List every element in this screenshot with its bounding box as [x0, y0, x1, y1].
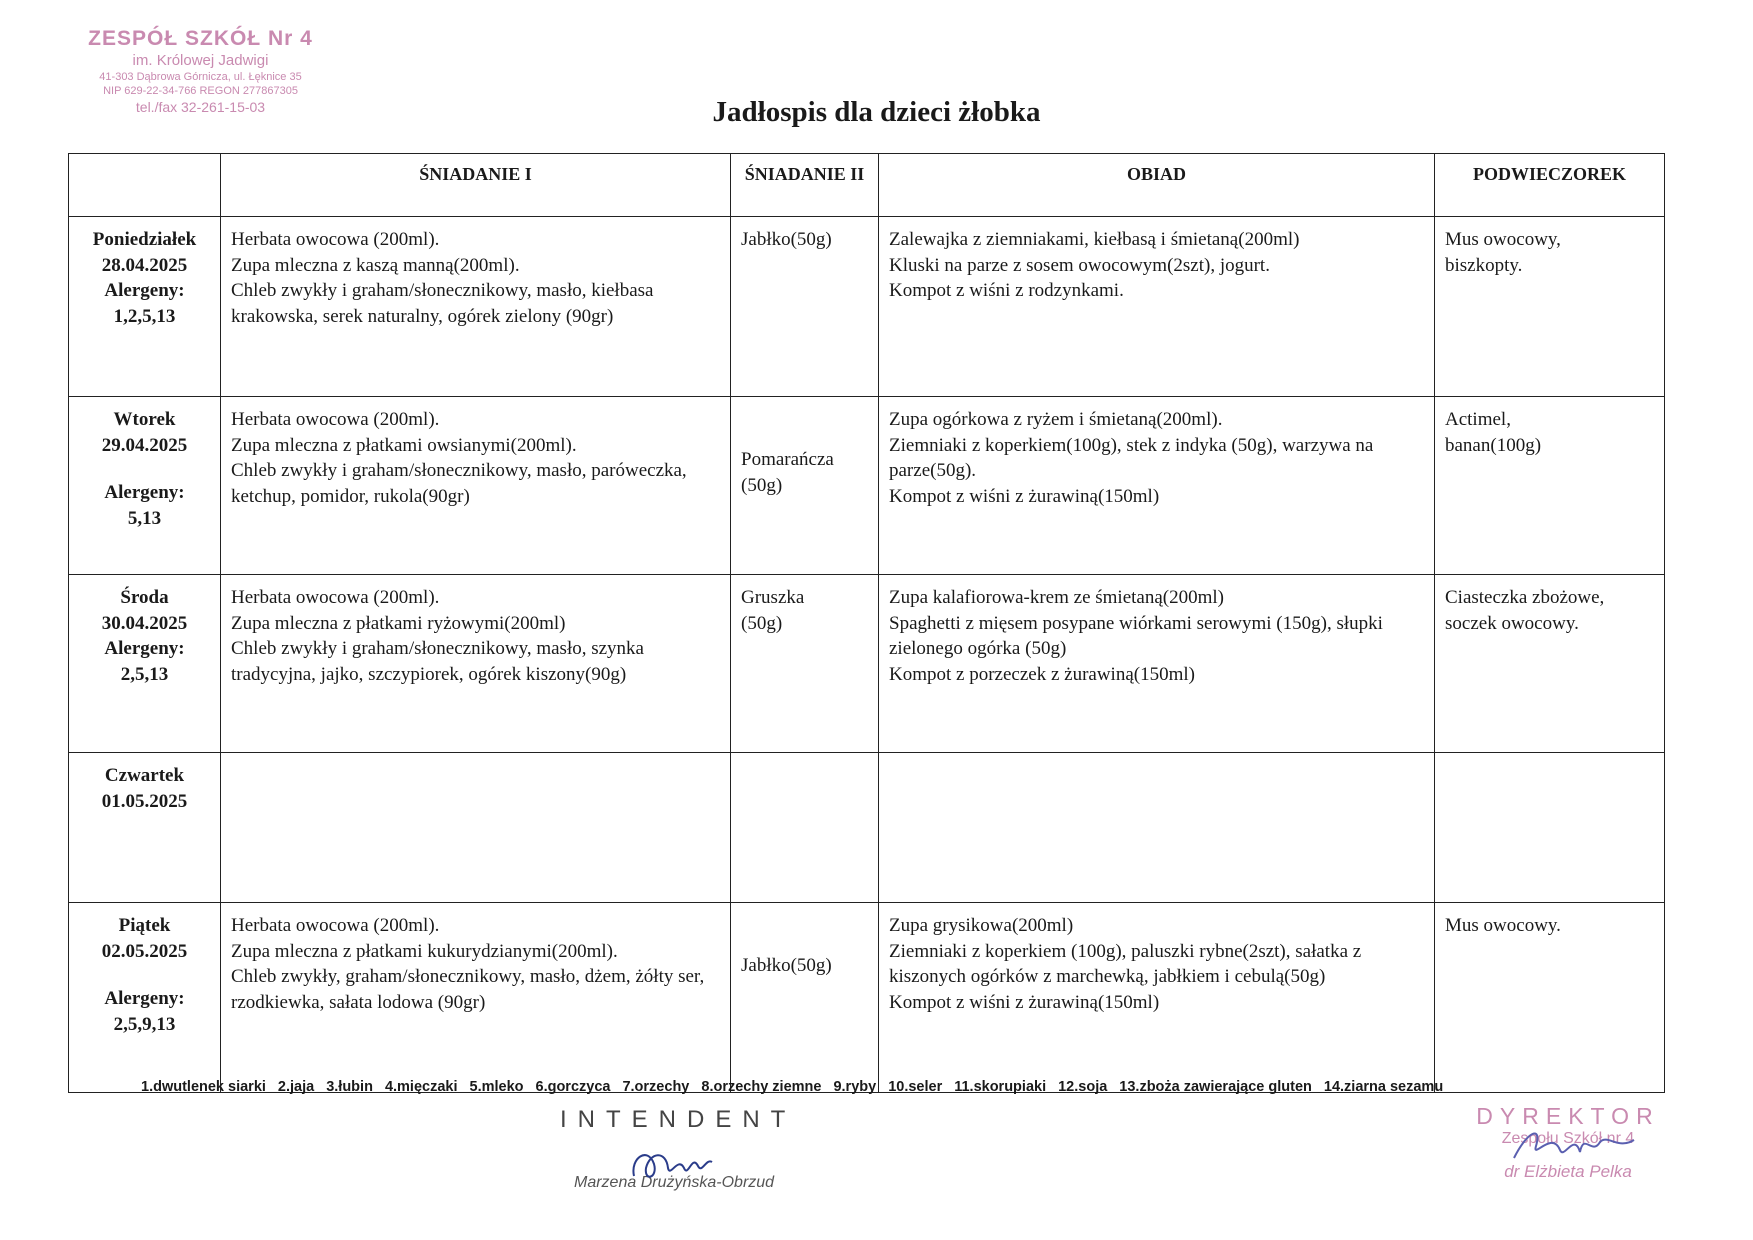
allergens-codes: 2,5,13 — [120, 663, 169, 685]
day-cell — [69, 575, 221, 753]
allergen-legend-item: 5.mleko — [469, 1079, 524, 1095]
day-name: Poniedziałek — [92, 229, 197, 250]
breakfast-2-cell — [731, 575, 879, 753]
director-signature — [1508, 1120, 1638, 1170]
menu-line: Herbata owocowa (200ml). — [231, 229, 440, 250]
allergens-codes: 5,13 — [127, 507, 162, 529]
allergen-legend-item: 4.mięczaki — [384, 1079, 458, 1095]
school-stamp-phone: tel./fax 32-261-15-03 — [135, 98, 266, 115]
menu-line: Zupa mleczna z płatkami kukurydzianymi(200ml). — [231, 940, 618, 962]
menu-line: soczek owocowy. — [1445, 612, 1579, 634]
allergen-legend-item: 6.gorczyca — [535, 1079, 611, 1095]
menu-line: Zupa grysikowa(200ml) — [889, 915, 1074, 936]
day-cell — [69, 397, 221, 575]
breakfast-2-cell — [731, 903, 879, 1093]
menu-line: Herbata owocowa (200ml). — [231, 915, 440, 936]
menu-line: Chleb zwykły, graham/słonecznikowy, masło, dżem, żółty ser, rzodkiewka, sałata lodowa (90gr) — [231, 966, 705, 1013]
snack-cell — [1435, 575, 1665, 753]
allergen-legend-item: 7.orzechy — [622, 1079, 690, 1095]
snack-cell — [1435, 397, 1665, 575]
allergens-label: Alergeny: — [104, 280, 185, 302]
breakfast-1-cell — [221, 575, 731, 753]
snack-cell — [1435, 753, 1665, 903]
menu-table — [68, 153, 1665, 1093]
breakfast-1-cell — [221, 397, 731, 575]
allergen-legend-item: 2.jaja — [277, 1079, 315, 1095]
director-stamp-name: dr Elżbieta Pelka — [1504, 1162, 1632, 1181]
menu-line: Mus owocowy. — [1445, 915, 1561, 936]
allergen-legend-item: 10.seler — [888, 1079, 943, 1095]
school-stamp-name: ZESPÓŁ SZKÓŁ Nr 4 — [88, 27, 313, 50]
header-lunch: OBIAD — [879, 154, 1435, 217]
page-title: Jadłospis dla dzieci żłobka — [712, 96, 1041, 128]
menu-line: Chleb zwykły i graham/słonecznikowy, masło, paróweczka, ketchup, pomidor, rukola(90gr) — [231, 460, 687, 507]
intendent-stamp-title: INTENDENT — [560, 1106, 797, 1133]
day-cell — [69, 217, 221, 397]
menu-line: Chleb zwykły i graham/słonecznikowy, masło, szynka tradycyjna, jajko, szczypiorek, ogórek kiszony(90g) — [231, 638, 644, 685]
menu-line: Zupa ogórkowa z ryżem i śmietaną(200ml). — [889, 409, 1223, 430]
menu-line: Actimel, — [1445, 409, 1511, 430]
director-stamp-subtitle: Zespołu Szkół nr 4 — [1501, 1130, 1635, 1147]
breakfast-2-cell — [731, 397, 879, 575]
snack-cell — [1435, 217, 1665, 397]
table-row — [69, 575, 1665, 753]
menu-line: Zupa mleczna z płatkami owsianymi(200ml). — [231, 434, 577, 456]
menu-line: Zupa kalafiorowa-krem ze śmietaną(200ml) — [889, 587, 1224, 608]
allergen-legend — [141, 1076, 1561, 1099]
menu-line: biszkopty. — [1445, 254, 1523, 276]
menu-line: Kompot z wiśni z żurawiną(150ml) — [889, 485, 1160, 507]
allergen-legend-item: 8.orzechy ziemne — [701, 1079, 822, 1095]
menu-line: Kompot z wiśni z żurawiną(150ml) — [889, 991, 1160, 1013]
day-cell — [69, 753, 221, 903]
allergen-legend-item: 11.skorupiaki — [954, 1079, 1047, 1095]
day-date: 28.04.2025 — [101, 254, 188, 276]
menu-line: Jabłko(50g) — [741, 955, 832, 976]
menu-line: Kluski na parze z sosem owocowym(2szt), jogurt. — [889, 254, 1270, 276]
menu-line: Herbata owocowa (200ml). — [231, 409, 440, 430]
allergen-legend-item: 13.zboża zawierające gluten — [1119, 1079, 1312, 1095]
day-date: 02.05.2025 — [101, 940, 188, 962]
allergen-legend-item: 1.dwutlenek siarki — [141, 1079, 266, 1095]
table-row — [69, 753, 1665, 903]
table-header-row — [69, 154, 1665, 217]
allergen-legend-item: 12.soja — [1058, 1079, 1108, 1095]
snack-cell — [1435, 903, 1665, 1093]
allergens-label: Alergeny: — [104, 638, 185, 660]
day-name: Piątek — [118, 915, 171, 936]
school-stamp-ids: NIP 629-22-34-766 REGON 277867305 — [103, 84, 298, 97]
menu-line: Zalewajka z ziemniakami, kiełbasą i śmietaną(200ml) — [889, 229, 1300, 250]
menu-line: Zupa mleczna z kaszą manną(200ml). — [231, 254, 520, 276]
header-snack: PODWIECZOREK — [1435, 154, 1665, 217]
lunch-cell — [879, 217, 1435, 397]
menu-line: Ciasteczka zbożowe, — [1445, 587, 1605, 608]
allergen-legend-item: 3.łubin — [326, 1079, 373, 1095]
lunch-cell — [879, 575, 1435, 753]
breakfast-2-cell — [731, 217, 879, 397]
menu-line: Gruszka — [741, 587, 805, 608]
table-row — [69, 903, 1665, 1093]
menu-line: Pomarańcza — [741, 449, 834, 470]
menu-line: Mus owocowy, — [1445, 229, 1561, 250]
day-date: 29.04.2025 — [101, 434, 188, 456]
menu-line: Chleb zwykły i graham/słonecznikowy, masło, kiełbasa krakowska, serek naturalny, ogórek zielony (90gr) — [231, 280, 654, 327]
menu-line: Kompot z wiśni z rodzynkami. — [889, 280, 1124, 302]
breakfast-1-cell — [221, 217, 731, 397]
allergens-label: Alergeny: — [104, 988, 185, 1010]
intendent-stamp-name: Marzena Drużyńska-Obrzud — [574, 1174, 775, 1191]
breakfast-1-cell — [221, 903, 731, 1093]
school-stamp-patron: im. Królowej Jadwigi — [132, 52, 269, 70]
menu-line: Herbata owocowa (200ml). — [231, 587, 440, 608]
table-row — [69, 397, 1665, 575]
menu-line: Spaghetti z mięsem posypane wiórkami serowymi (150g), słupki zielonego ogórka (50g) — [889, 612, 1383, 660]
allergen-legend-item: 14.ziarna sezamu — [1323, 1079, 1444, 1095]
day-name: Środa — [120, 587, 169, 608]
day-date: 30.04.2025 — [101, 612, 188, 634]
allergens-codes: 2,5,9,13 — [113, 1013, 176, 1035]
menu-line: Ziemniaki z koperkiem (100g), paluszki rybne(2szt), sałatka z kiszonych ogórków z marchewką, jabłkiem i cebulą(50g) — [889, 940, 1362, 988]
allergens-label: Alergeny: — [104, 482, 185, 504]
breakfast-2-cell — [731, 753, 879, 903]
menu-line: (50g) — [741, 474, 783, 496]
lunch-cell — [879, 753, 1435, 903]
menu-line: Kompot z porzeczek z żurawiną(150ml) — [889, 663, 1195, 685]
school-stamp-address: 41-303 Dąbrowa Górnicza, ul. Łęknice 35 — [99, 71, 302, 83]
allergens-codes: 1,2,5,13 — [113, 305, 176, 327]
menu-line: Zupa mleczna z płatkami ryżowymi(200ml) — [231, 612, 566, 634]
header-breakfast-1: ŚNIADANIE I — [221, 154, 731, 217]
lunch-cell — [879, 903, 1435, 1093]
menu-line: Ziemniaki z koperkiem(100g), stek z indyka (50g), warzywa na parze(50g). — [889, 434, 1374, 482]
day-name: Czwartek — [104, 765, 185, 786]
allergen-legend-item: 9.ryby — [833, 1079, 877, 1095]
day-cell — [69, 903, 221, 1093]
lunch-cell — [879, 397, 1435, 575]
intendent-signature — [626, 1138, 716, 1188]
menu-line: banan(100g) — [1445, 434, 1542, 456]
breakfast-1-cell — [221, 753, 731, 903]
table-row — [69, 217, 1665, 397]
menu-line: (50g) — [741, 612, 783, 634]
director-stamp-title: DYREKTOR — [1476, 1103, 1660, 1129]
day-date: 01.05.2025 — [101, 790, 188, 812]
header-day — [69, 154, 221, 217]
day-name: Wtorek — [113, 409, 176, 430]
menu-line: Jabłko(50g) — [741, 229, 832, 250]
header-breakfast-2: ŚNIADANIE II — [731, 154, 879, 217]
